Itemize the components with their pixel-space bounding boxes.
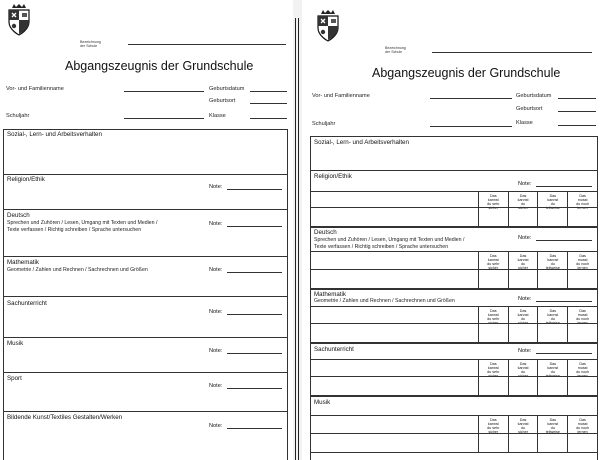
coat-of-arms-icon [6, 4, 32, 36]
german-description: Sprechen und Zuhören / Lesen, Umgang mit Texten und Medien / Texte verfassen / Richtig schreiben / Sprache untersuchen [314, 237, 465, 250]
competency-very-sure: Das kannst du sehr sicher [478, 416, 508, 433]
competency-header-row [310, 191, 598, 211]
school-label: Bezeichnung der Schule [385, 46, 406, 54]
competency-sure: Das kannst du sicher [508, 192, 538, 207]
birthplace-label: Geburtsort [516, 106, 543, 112]
divider [310, 170, 598, 171]
name-line[interactable] [430, 98, 512, 99]
competency-learn: Das musst du noch lernen [567, 252, 597, 269]
subject-sachunterricht: Sachunterricht [7, 300, 47, 307]
name-label: Vor- und Familienname [312, 93, 370, 99]
divider [3, 209, 288, 210]
math-note-line[interactable] [227, 272, 282, 273]
competency-learn: Das musst du noch lernen [567, 307, 597, 323]
competency-header-row [310, 415, 598, 434]
competency-blank [311, 192, 478, 207]
class-line[interactable] [558, 125, 596, 126]
school-name-line[interactable] [128, 44, 286, 45]
note-label: Note: [209, 221, 223, 227]
divider [3, 411, 288, 412]
sach-note-line[interactable] [227, 314, 282, 315]
religion-note-line[interactable] [536, 186, 592, 187]
competency-header-row [310, 306, 598, 324]
german-note-line[interactable] [536, 240, 592, 241]
competency-blank [311, 360, 478, 376]
competency-very-sure: Das kannst du sehr sicher [478, 252, 508, 269]
note-label: Note: [209, 423, 223, 429]
music-note-line[interactable] [227, 353, 282, 354]
subject-math: Mathematik [314, 291, 346, 298]
competency-row[interactable] [310, 433, 598, 453]
note-label: Note: [209, 383, 223, 389]
school-year-label: Schuljahr [6, 113, 30, 119]
note-label: Note: [209, 348, 223, 354]
right-page [302, 0, 600, 460]
divider [310, 227, 598, 228]
competency-header-row [310, 359, 598, 377]
page-separator [295, 18, 296, 460]
competency-partly: Das kannst du teilweise [537, 307, 567, 323]
birthdate-line[interactable] [250, 91, 287, 92]
school-year-line[interactable] [430, 126, 512, 127]
divider [310, 396, 598, 397]
class-label: Klasse [516, 120, 533, 126]
divider [3, 296, 288, 297]
note-label: Note: [518, 296, 532, 302]
school-name-line[interactable] [432, 52, 592, 53]
subject-religion: Religion/Ethik [314, 173, 352, 180]
competency-partly: Das kannst du teilweise [537, 360, 567, 376]
competency-row[interactable] [310, 269, 598, 289]
birthplace-label: Geburtsort [209, 98, 236, 104]
note-label: Note: [209, 184, 223, 190]
competency-row[interactable] [310, 323, 598, 343]
subject-social: Sozial-, Lern- und Arbeitsverhalten [314, 139, 409, 146]
competency-partly: Das kannst du teilweise [537, 192, 567, 207]
page-separator [298, 18, 299, 460]
competency-learn: Das musst du noch lernen [567, 192, 597, 207]
subject-math: Mathematik [7, 259, 39, 266]
religion-note-line[interactable] [227, 189, 282, 190]
art-note-line[interactable] [227, 428, 282, 429]
competency-learn: Das musst du noch lernen [567, 360, 597, 376]
birthdate-label: Geburtsdatum [209, 86, 245, 92]
note-label: Note: [518, 235, 532, 241]
document-title: Abgangszeugnis der Grundschule [65, 59, 254, 73]
competency-learn: Das musst du noch lernen [567, 416, 597, 433]
competency-very-sure: Das kannst du sehr sicher [478, 192, 508, 207]
competency-row[interactable] [310, 376, 598, 396]
competency-sure: Das kannst du sicher [508, 252, 538, 269]
competency-partly: Das kannst du teilweise [537, 416, 567, 433]
competency-sure: Das kannst du sicher [508, 416, 538, 433]
competency-blank [311, 252, 478, 269]
left-page [0, 0, 293, 460]
math-description: Geometrie / Zahlen und Rechnen / Sachrechnen und Größen [7, 267, 148, 273]
subject-german: Deutsch [7, 212, 30, 219]
competency-sure: Das kannst du sicher [508, 307, 538, 323]
divider [310, 343, 598, 344]
class-line[interactable] [250, 118, 287, 119]
school-year-label: Schuljahr [312, 121, 336, 127]
birthdate-label: Geburtsdatum [516, 93, 552, 99]
divider [3, 174, 288, 175]
math-note-line[interactable] [536, 301, 592, 302]
sport-note-line[interactable] [227, 388, 282, 389]
divider [310, 289, 598, 290]
class-label: Klasse [209, 113, 226, 119]
divider [3, 256, 288, 257]
competency-partly: Das kannst du teilweise [537, 252, 567, 269]
competency-sure: Das kannst du sicher [508, 360, 538, 376]
subject-art: Bildende Kunst/Textiles Gestalten/Werken [7, 414, 123, 421]
subject-music: Musik [314, 399, 331, 406]
competency-header-row [310, 251, 598, 270]
document-title: Abgangszeugnis der Grundschule [372, 66, 561, 80]
competency-blank [311, 416, 478, 433]
school-year-line[interactable] [124, 118, 204, 119]
subject-sport: Sport [7, 375, 22, 382]
sach-note-line[interactable] [536, 353, 592, 354]
coat-of-arms-icon [315, 10, 341, 42]
note-label: Note: [518, 181, 532, 187]
subject-religion: Religion/Ethik [7, 176, 45, 183]
subject-sachunterricht: Sachunterricht [314, 346, 354, 353]
competency-very-sure: Das kannst du sehr sicher [478, 307, 508, 323]
note-label: Note: [209, 309, 223, 315]
math-description: Geometrie / Zahlen und Rechnen / Sachrechnen und Größen [314, 298, 455, 304]
name-line[interactable] [124, 91, 204, 92]
divider [3, 337, 288, 338]
competency-row[interactable] [310, 207, 598, 227]
subject-music: Musik [7, 340, 24, 347]
name-label: Vor- und Familienname [6, 86, 64, 92]
birthplace-line[interactable] [250, 103, 287, 104]
note-label: Note: [518, 348, 532, 354]
school-label: Bezeichnung der Schule [80, 40, 101, 48]
german-note-line[interactable] [227, 226, 282, 227]
divider [3, 372, 288, 373]
competency-blank [311, 307, 478, 323]
note-label: Note: [209, 267, 223, 273]
competency-very-sure: Das kannst du sehr sicher [478, 360, 508, 376]
birthdate-line[interactable] [558, 98, 596, 99]
german-description: Sprechen und Zuhören / Lesen, Umgang mit Texten und Medien / Texte verfassen / Richtig schreiben / Sprache untersuchen [7, 220, 158, 233]
birthplace-line[interactable] [558, 111, 596, 112]
subject-social: Sozial-, Lern- und Arbeitsverhalten [7, 131, 102, 138]
subject-german: Deutsch [314, 229, 337, 236]
